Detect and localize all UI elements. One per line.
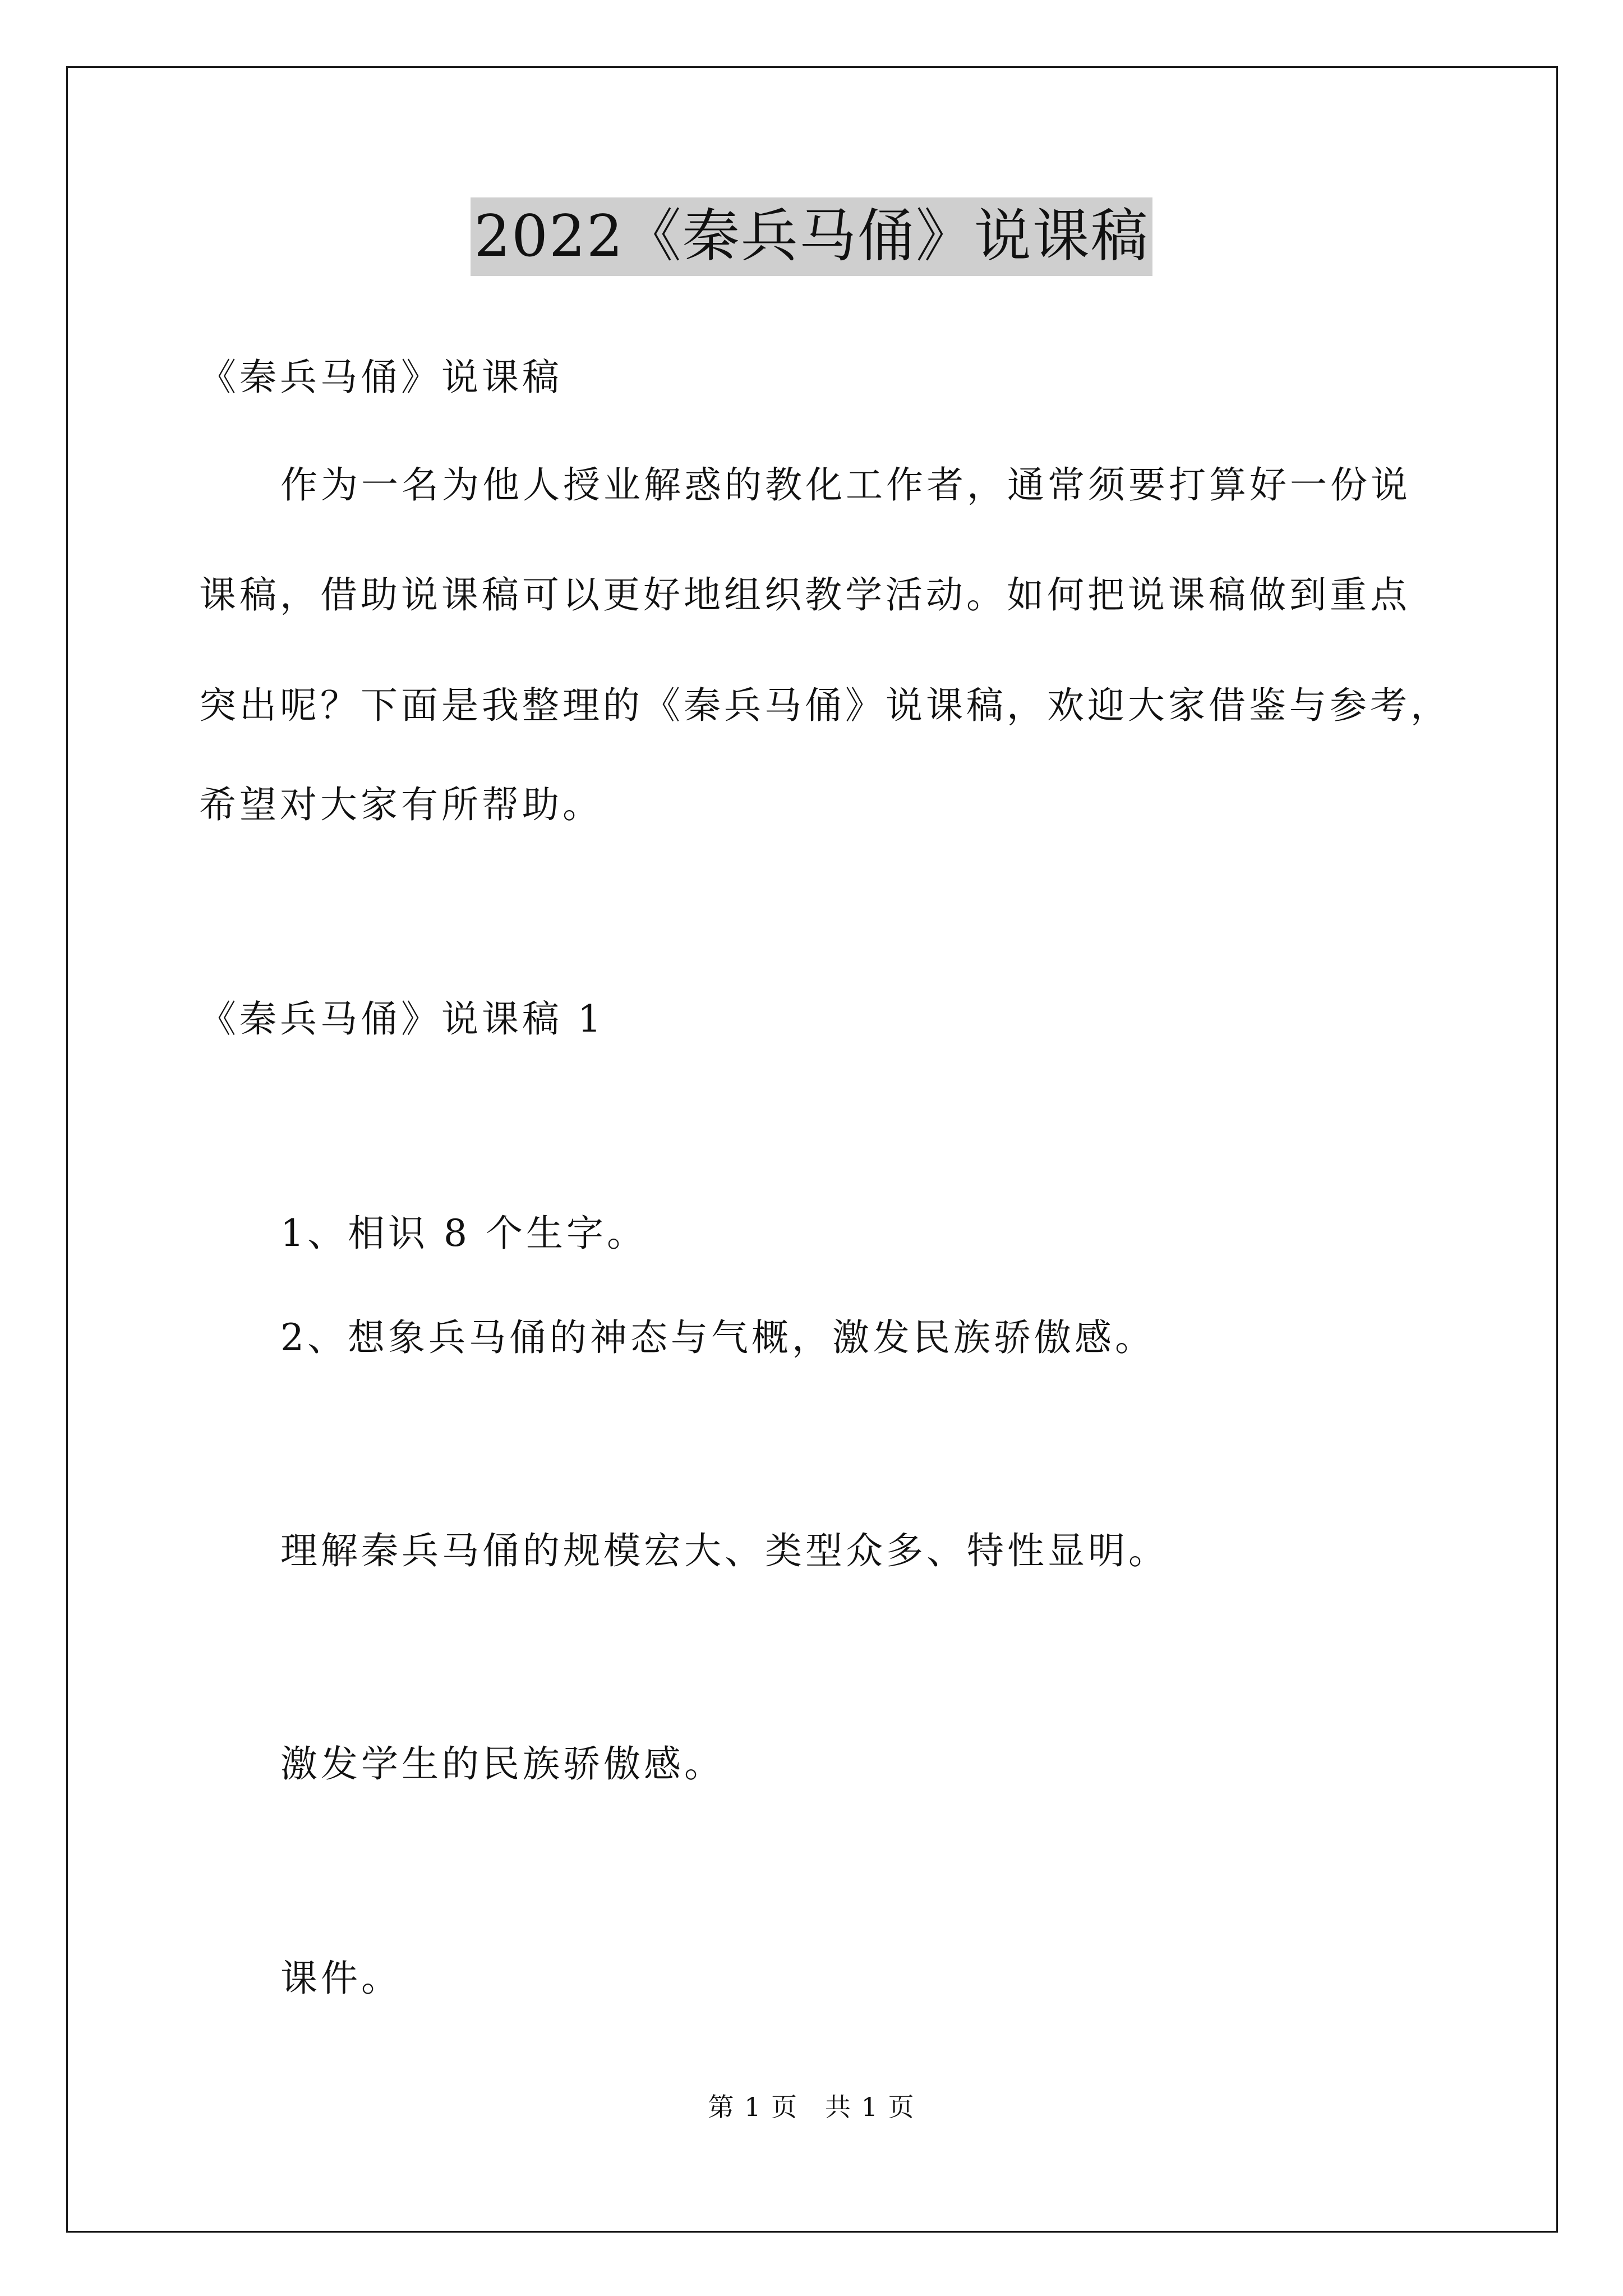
intro-line-4: 希望对大家有所帮助。 <box>199 783 603 826</box>
objective-item-2: 2、想象兵马俑的神态与气概，激发民族骄傲感。 <box>280 1316 1155 1359</box>
page-footer: 第 1 页 共 1 页 <box>708 2092 915 2122</box>
difficulty-text: 激发学生的民族骄傲感。 <box>280 1742 725 1786</box>
section-heading: 《秦兵马俑》说课稿 1 <box>199 997 605 1041</box>
objective-item-1: 1、相识 8 个生字。 <box>280 1212 647 1255</box>
intro-line-2: 课稿，借助说课稿可以更好地组织教学活动。如何把说课稿做到重点 <box>199 573 1410 616</box>
title-container <box>0 197 1623 276</box>
intro-line-1: 作为一名为他人授业解惑的教化工作者，通常须要打算好一份说 <box>280 463 1411 507</box>
document-title: 2022《秦兵马俑》说课稿 <box>471 197 1152 276</box>
document-subtitle: 《秦兵马俑》说课稿 <box>199 356 562 399</box>
intro-line-3: 突出呢？下面是我整理的《秦兵马俑》说课稿，欢迎大家借鉴与参考， <box>199 684 1451 727</box>
key-point-text: 理解秦兵马俑的规模宏大、类型众多、特性显明。 <box>280 1529 1169 1572</box>
preparation-text: 课件。 <box>280 1957 402 2000</box>
